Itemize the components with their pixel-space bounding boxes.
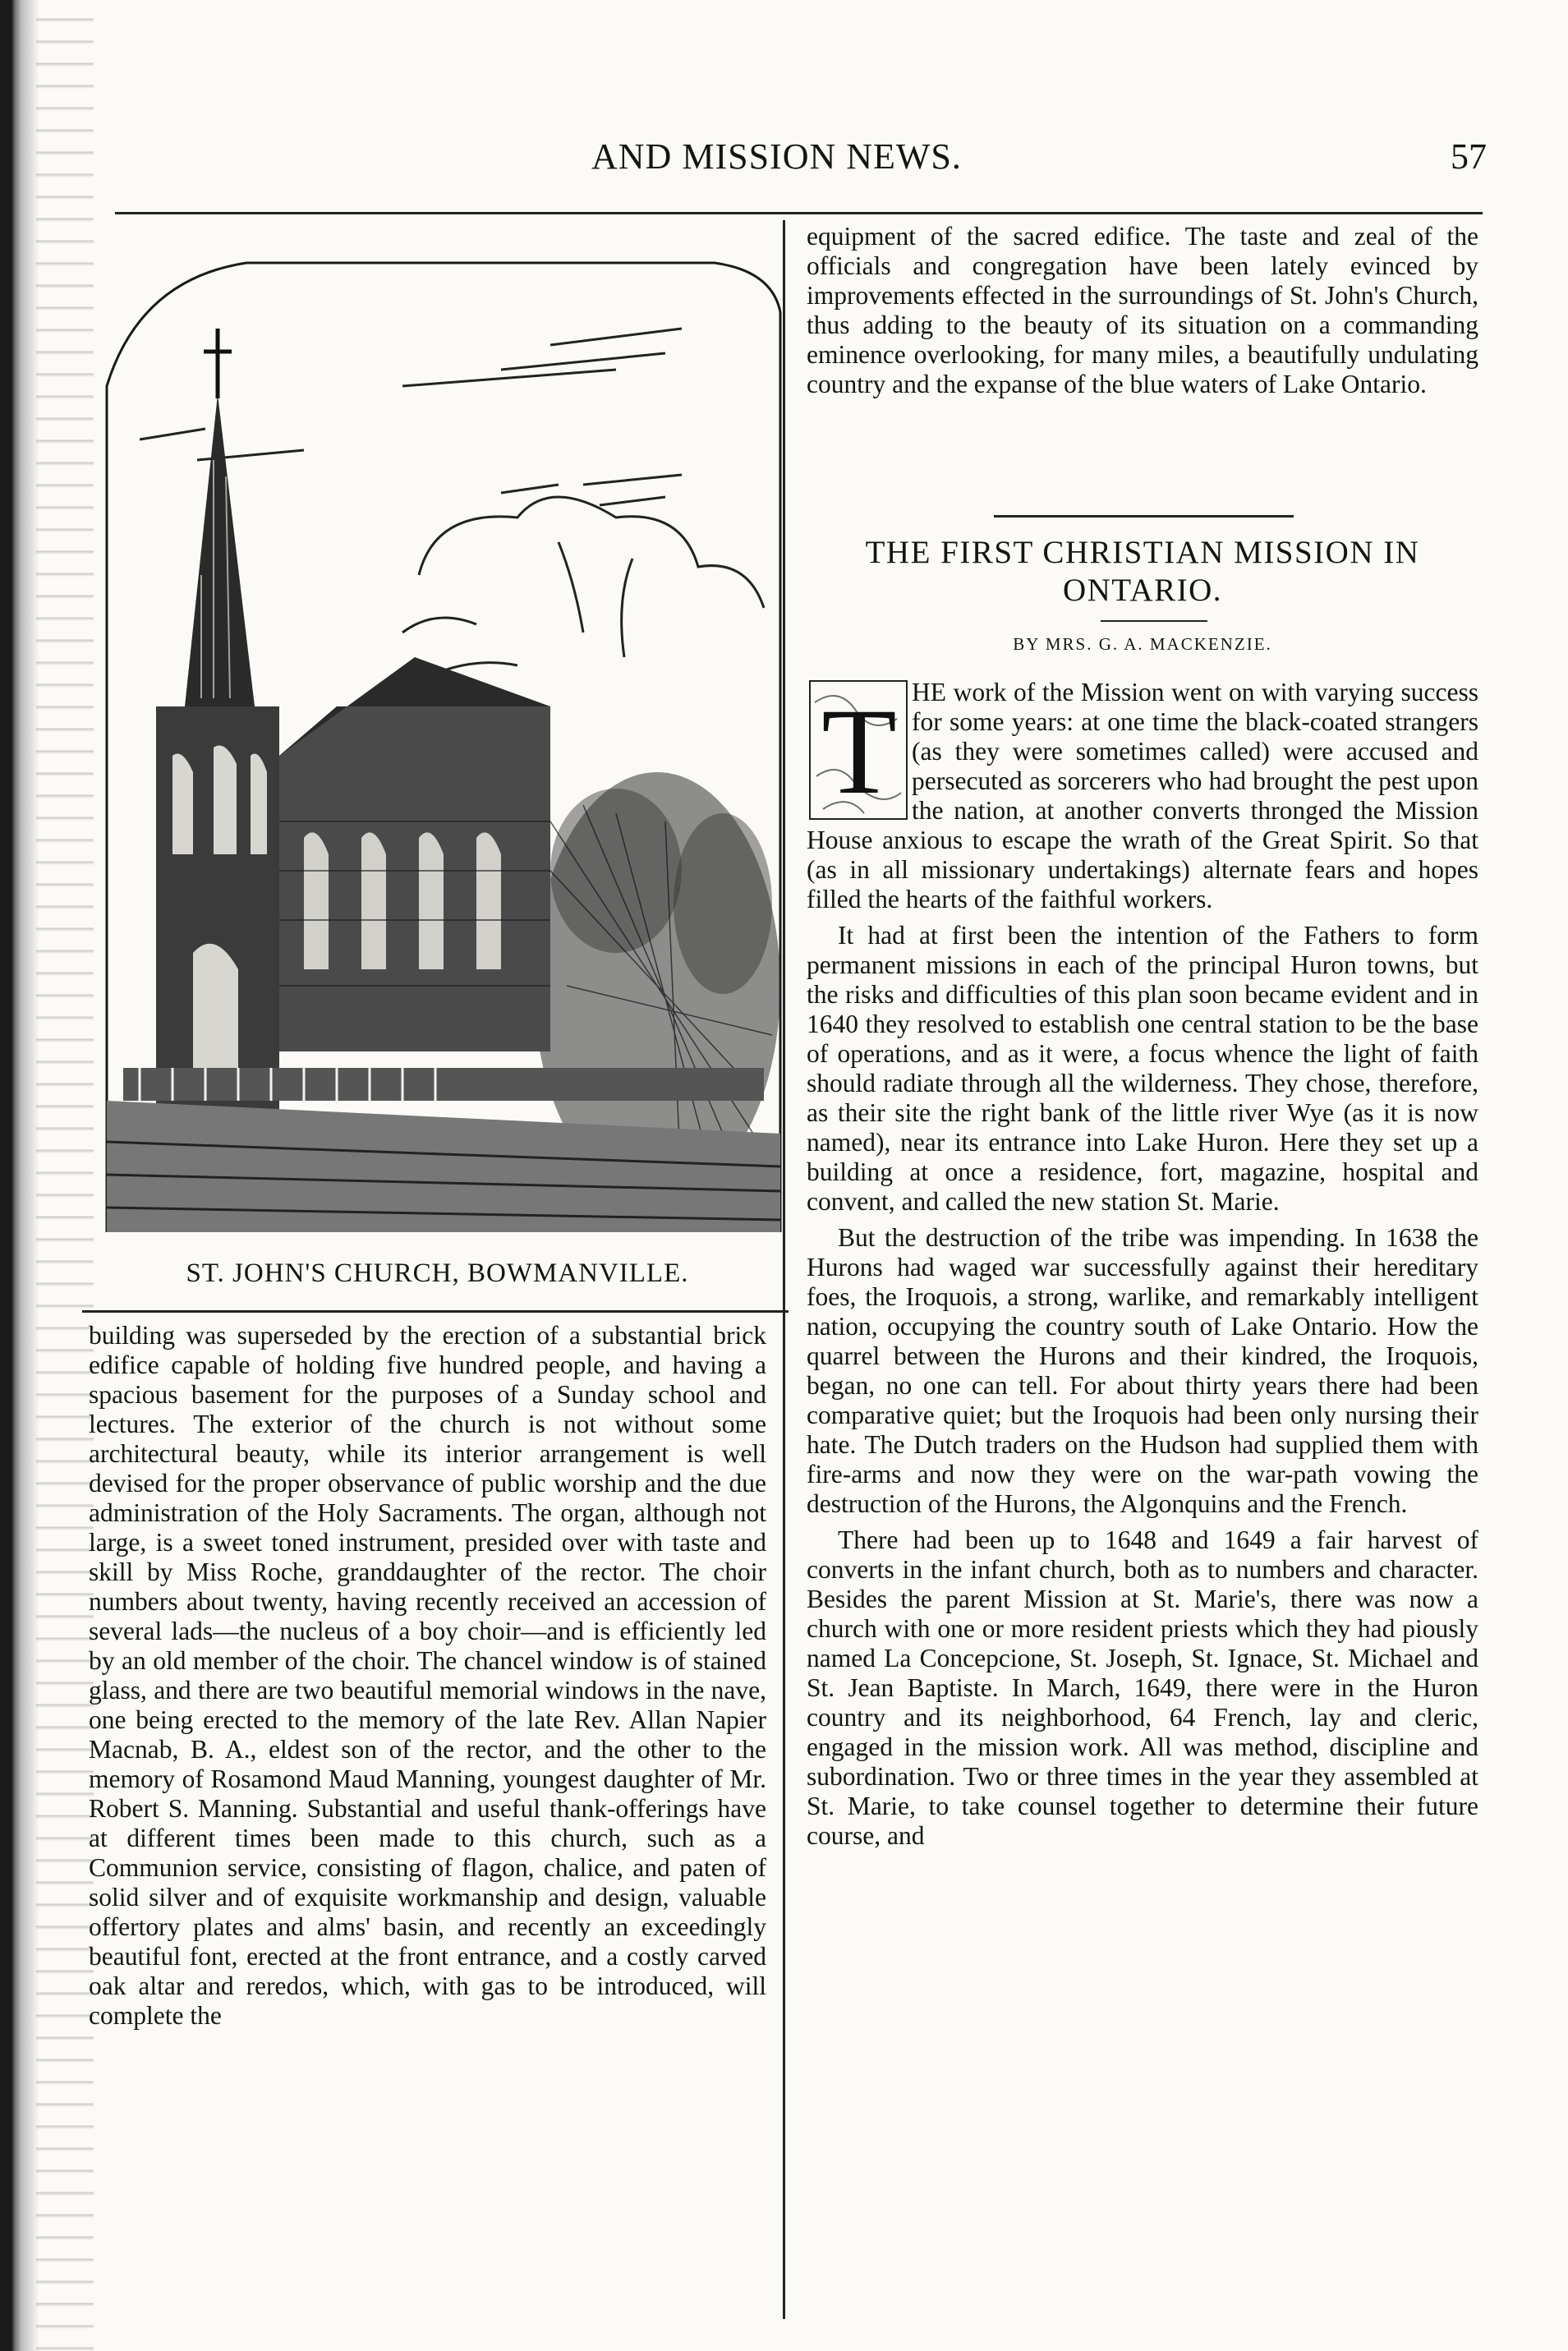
article-paragraph-3: But the destruction of the tribe was impending. In 1638 the Hurons had waged war successfully against their hereditary foes, the Iroquois, a strong, warlike, and remarkably intelligent nation, occupying the country south of Lake Ontario. How the quarrel between the Hurons and their kindred, the Iroquois, began, no one can tell. For about thirty years there had been comparative quiet; but the Iroquois had been only nursing their hate. The Dutch traders on the Hudson had supplied them with fire-arms and now they were on the war-path vowing the destruction of the Hurons, the Algonquins and the French. xyxy=(807,1223,1478,1518)
continuation-paragraph: equipment of the sacred edifice. The taste and zeal of the officials and congregation have been lately evinced by improvements effected in the surroundings of St. John's Church, thus adding to the beauty of its situation on a commanding eminence overlooking, for many miles, a beautifully undulating country and the expanse of the blue waters of Lake Ontario. xyxy=(807,222,1478,398)
drop-cap-ornament xyxy=(807,678,912,824)
church-illustration xyxy=(90,246,784,1240)
article-title: THE FIRST CHRISTIAN MISSION IN ONTARIO. xyxy=(865,535,1420,608)
article-paragraph-4: There had been up to 1648 and 1649 a fair harvest of converts in the infant church, both as to numbers and character. Besides the parent Mission at St. Marie's, there was now a church with one or more resident priests which they had piously named La Concepcione, St. Joseph, St. Ignace, St. Michael and St. Jean Baptiste. In March, 1649, there were in the Huron country and its neighborhood, 64 French, lay and cleric, engaged in the mission work. All was method, discipline and subordination. Two or three times in the year they assembled at St. Marie, to take counsel together to determine their future course, and xyxy=(807,1525,1478,1850)
title-rule xyxy=(1101,620,1207,622)
gutter-scan-marks xyxy=(36,0,94,2351)
page-number: 57 xyxy=(1451,136,1487,177)
header-rule xyxy=(115,212,1483,214)
article-paragraph-1: HE work of the Mission went on with varying success for some years: at one time the black-coated strangers (as they were sometimes called) were accused and persecuted as sorcerers who had brought the pest upon the nation, at another converts thronged the Mission House anxious to escape the wrath of the Great Spirit. So that (as in all missionary undertakings) alternate fears and hopes filled the hearts of the faithful workers. xyxy=(807,678,1478,913)
drop-cap-letter: T xyxy=(821,683,897,820)
right-column-continuation xyxy=(807,222,1478,493)
page-header xyxy=(99,136,1487,193)
book-spine-edge xyxy=(0,0,39,2351)
caption-rule xyxy=(82,1310,789,1313)
article-body xyxy=(807,678,1478,2292)
article-paragraph-2: It had at first been the intention of the Fathers to form permanent missions in each of the principal Huron towns, but the risks and difficulties of this plan soon became evident and in 1640 they resolved to establish one central station to be the base of operations, and as it were, a focus whence the light of faith should radiate through all the wilderness. They chose, therefore, as their site the right bank of the little river Wye (as it is now named), near its entrance into Lake Huron. Here they set up a building at once a residence, fort, magazine, hospital and convent, and called the new station St. Marie. xyxy=(807,921,1478,1216)
section-divider xyxy=(994,515,1294,518)
left-column-text xyxy=(89,1321,766,2290)
article-byline: BY MRS. G. A. MACKENZIE. xyxy=(1013,634,1272,654)
left-column-paragraph: building was superseded by the erection of a substantial brick edifice capable of holding five hundred people, and having a spacious basement for the purposes of a Sunday school and lectures. The exterior of the church is not without some architectural beauty, while its interior arrangement is well devised for the proper observance of public worship and the due administration of the Holy Sacraments. The organ, although not large, is a sweet toned instrument, presided over with taste and skill by Miss Roche, granddaughter of the rector. The choir numbers about twenty, having recently received an accession of several lads—the nucleus of a boy choir—and is efficiently led by an old member of the choir. The chancel window is of stained glass, and there are two beautiful memorial windows in the nave, one being erected to the memory of the late Rev. Allan Napier Macnab, B. A., eldest son of the rector, and the other to the memory of Rosamond Maud Manning, youngest daughter of Mr. Robert S. Manning. Substantial and useful thank-offerings have at different times been made to this church, such as a Communion service, consisting of flagon, chalice, and paten of solid silver and of exquisite workmanship and design, valuable offertory plates and alms' basin, and recently an exceedingly beautiful font, erected at the front entrance, and a costly carved oak altar and reredos, which, with gas to be introduced, will complete the xyxy=(89,1321,766,2030)
figure-caption: ST. JOHN'S CHURCH, BOWMANVILLE. xyxy=(186,1258,689,1288)
running-head: AND MISSION NEWS. xyxy=(591,136,962,177)
